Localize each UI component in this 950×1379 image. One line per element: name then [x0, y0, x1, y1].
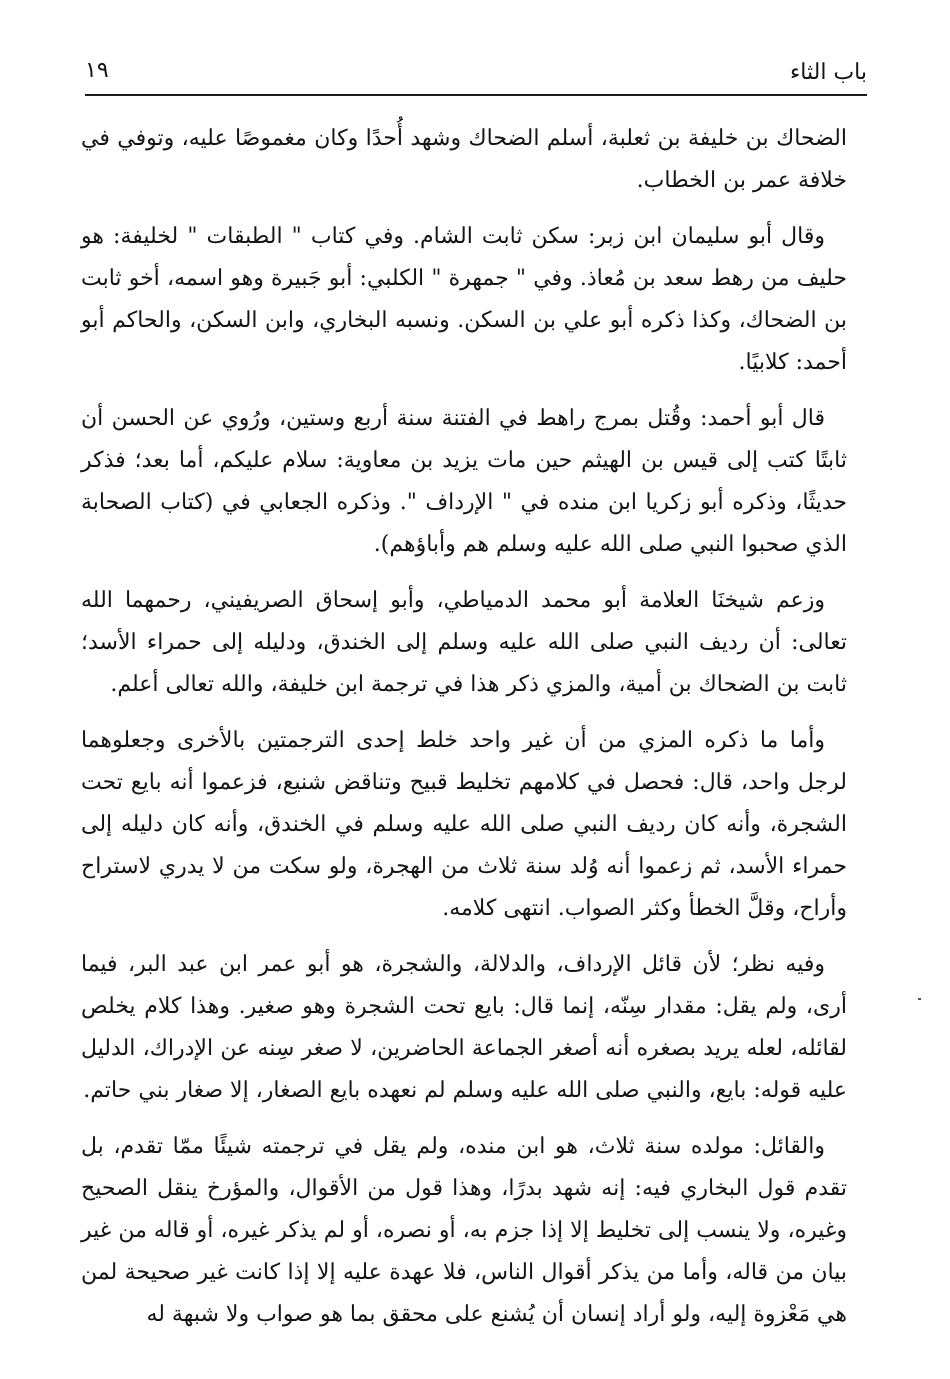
- header-rule: [85, 94, 867, 96]
- margin-speck: [918, 998, 921, 1000]
- body-text: [81, 118, 847, 1336]
- page-header: [85, 58, 867, 90]
- paragraph: وزعم شيخنَا العلامة أبو محمد الدمياطي، وأبو إسحاق الصريفيني، رحمهما الله تعالى: أن رديف النبي صلى الله عليه وسلم إلى الخندق، ودليله إلى حمراء الأسد؛ ثابت بن الضحاك بن أمية، والمزي ذكر هذا في ترجمة ابن خليفة، والله تعالى أعلم.: [81, 588, 847, 697]
- paragraph: وأما ما ذكره المزي من أن غير واحد خلط إحدى الترجمتين بالأخرى وجعلوهما لرجل واحد، قال: فحصل في كلامهم تخليط قبيح وتناقض شنيع، فزعموا أنه بايع تحت الشجرة، وأنه كان رديف النبي صلى الله عليه وسلم في الخندق، وأنه كان دليله إلى حمراء الأسد، ثم زعموا أنه وُلد سنة ثلاث من الهجرة، ولو سكت من لا يدري لاستراح وأراح، وقلَّ الخطأ وكثر الصواب. انتهى كلامه.: [81, 728, 847, 921]
- paragraph: وقال أبو سليمان ابن زبر: سكن ثابت الشام. وفي كتاب " الطبقات " لخليفة: هو حليف من رهط سعد بن مُعاذ. وفي " جمهرة " الكلبي: أبو جَبيرة وهو اسمه، أخو ثابت بن الضحاك، وكذا ذكره أبو علي بن السكن. ونسبه البخاري، وابن السكن، والحاكم أبو أحمد: كلابيًا.: [81, 224, 847, 375]
- paragraph: الضحاك بن خليفة بن ثعلبة، أسلم الضحاك وشهد أُحدًا وكان مغموصًا عليه، وتوفي في خلافة عمر بن الخطاب.: [81, 126, 847, 193]
- paragraph: قال أبو أحمد: وقُتل بمرج راهط في الفتنة سنة أربع وستين، ورُوي عن الحسن أن ثابتًا كتب إلى قيس بن الهيثم حين مات يزيد بن معاوية: سلام عليكم، أما بعد؛ فذكر حديثًا، وذكره أبو زكريا ابن منده في " الإرداف ". وذكره الجعابي في (كتاب الصحابة الذي صحبوا النبي صلى الله عليه وسلم هم وأباؤهم).: [81, 406, 847, 557]
- page-number: ١٩: [85, 58, 109, 83]
- running-title: باب الثاء: [789, 60, 867, 85]
- paragraph: والقائل: مولده سنة ثلاث، هو ابن منده، ولم يقل في ترجمته شيئًا ممّا تقدم، بل تقدم قول البخاري فيه: إنه شهد بدرًا، وهذا قول من الأقوال، والمؤرخ ينقل الصحيح وغيره، ولا ينسب إلى تخليط إلا إذا جزم به، أو نصره، أو لم يذكر غيره، أو قاله من غير بيان من قاله، وأما من يذكر أقوال الناس، فلا عهدة عليه إلا إذا كانت غير صحيحة لمن هي مَعْزوة إليه، ولو أراد إنسان أن يُشنع على محقق بما هو صواب ولا شبهة له: [81, 1134, 847, 1327]
- paragraph: وفيه نظر؛ لأن قائل الإرداف، والدلالة، والشجرة، هو أبو عمر ابن عبد البر، فيما أرى، ولم يقل: مقدار سِنّه، إنما قال: بايع تحت الشجرة وهو صغير. وهذا كلام يخلص لقائله، لعله يريد بصغره أنه أصغر الجماعة الحاضرين، لا صغر سِنه عن الإدراك، الدليل عليه قوله: بايع، والنبي صلى الله عليه وسلم لم نعهده بايع الصغار، إلا صغار بني حاتم.: [81, 952, 847, 1103]
